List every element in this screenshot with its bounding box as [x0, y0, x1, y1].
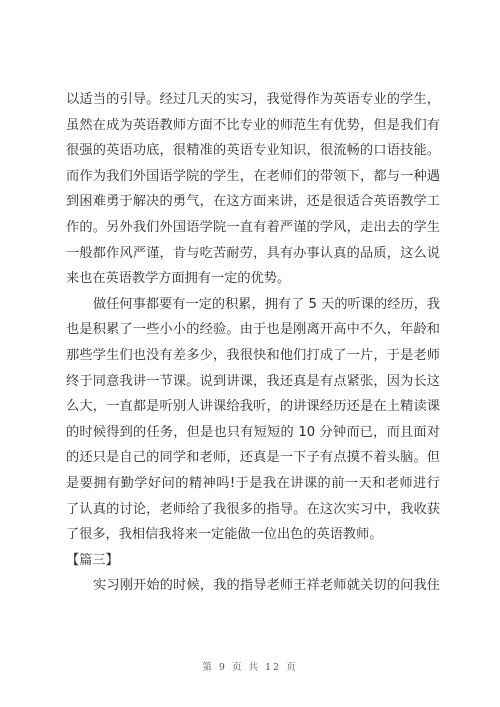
text-line: 到困难勇于解决的勇气，在这方面来讲，还是很适合英语教学工	[66, 194, 440, 210]
text-line: 那些学生们也没有差多少，我很快和他们打成了一片，于是老师	[66, 347, 440, 363]
text-line: 一般都作风严谨，肯与吃苦耐劳，具有办事认真的品质，这么说	[66, 245, 440, 261]
text-line: 的还只是自己的同学和老师，还真是一下子有点摸不着头脑。但	[66, 450, 440, 466]
document-body	[66, 87, 440, 599]
text-line: 是要拥有勤学好问的精神吗!于是我在讲课的前一天和老师进行	[66, 475, 440, 491]
text-line: 以适当的引导。经过几天的实习，我觉得作为英语专业的学生，	[66, 92, 440, 107]
page-number-footer: 第 9 页 共 12 页	[202, 662, 298, 673]
text-line: 终于同意我讲一节课。说到讲课，我还真是有点紧张，因为长这	[66, 373, 440, 389]
text-line: 作的。另外我们外国语学院一直有着严谨的学风，走出去的学生	[66, 219, 440, 235]
paragraph-3-line: 实习刚开始的时候，我的指导老师王祥老师就关切的问我住	[93, 578, 440, 594]
text-line: 做任何事都要有一定的积累，拥有了 5 天的听课的经历，我	[93, 296, 440, 312]
text-line: 的时候得到的任务，但是也只有短短的 10 分钟而已，而且面对	[66, 424, 440, 440]
text-line: 么大，一直都是听别人讲课给我听，的讲课经历还是在上精读课	[66, 399, 440, 415]
text-line: 来也在英语教学方面拥有一定的优势。	[66, 271, 291, 287]
text-line: 了认真的讨论，老师给了我很多的指导。在这次实习中，我收获	[66, 501, 440, 517]
paragraph-1	[66, 87, 440, 292]
text-line: 了很多，我相信我将来一定能做一位出色的英语教师。	[66, 527, 383, 543]
text-line: 而作为我们外国语学院的学生，在老师们的带领下，都与一种遇	[66, 168, 440, 184]
paragraph-2	[66, 292, 440, 548]
text-line: 很强的英语功底，很精准的英语专业知识，很流畅的口语技能。	[66, 143, 440, 159]
text-line: 也是积累了一些小小的经验。由于也是刚离开高中不久，年龄和	[66, 322, 440, 338]
text-line: 虽然在成为英语教师方面不比专业的师范生有优势，但是我们有	[66, 117, 440, 133]
section-heading: 【篇三】	[66, 552, 119, 568]
